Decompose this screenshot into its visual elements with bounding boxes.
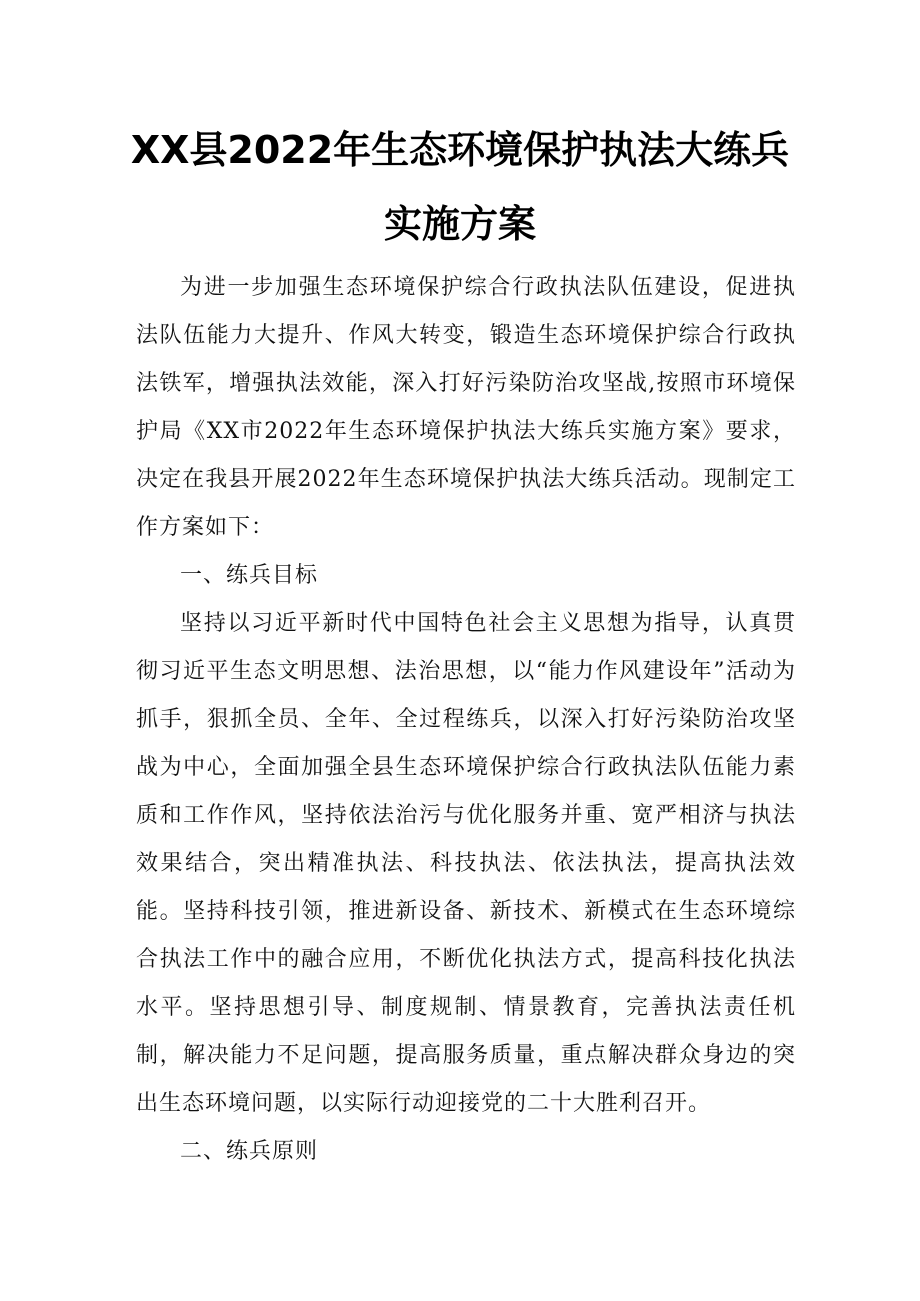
intro-paragraph: 为进一步加强生态环境保护综合行政执法队伍建设，促进执法队伍能力大提升、作风大转变，锻造生态环境保护综合行政执法铁军，增强执法效能，深入打好污染防治攻坚战,按照市环境保护局《XX市2022年生态环境保护执法大练兵实施方案》要求，决定在我县开展2022年生态环境保护执法大练兵活动。现制定工作方案如下： <box>136 275 796 540</box>
section-heading-goals: 一、练兵目标 <box>180 563 319 588</box>
section-heading-principles: 二、练兵原则 <box>180 1139 319 1164</box>
goals-paragraph: 坚持以习近平新时代中国特色社会主义思想为指导，认真贯彻习近平生态文明思想、法治思想，以“能力作风建设年”活动为抓手，狠抓全员、全年、全过程练兵，以深入打好污染防治攻坚战为中心，全面加强全县生态环境保护综合行政执法队伍能力素质和工作作风，坚持依法治污与优化服务并重、宽严相济与执法效果结合，突出精准执法、科技执法、依法执法，提高执法效能。坚持科技引领，推进新设备、新技术、新模式在生态环境综合执法工作中的融合应用，不断优化执法方式，提高科技化执法水平。坚持思想引导、制度规制、情景教育，完善执法责任机制，解决能力不足问题，提高服务质量，重点解决群众身边的突出生态环境问题，以实际行动迎接党的二十大胜利召开。 <box>136 611 796 1116</box>
document-body <box>136 264 796 1176</box>
document-title-line-1: XX县2022年生态环境保护执法大练兵 <box>130 128 790 172</box>
document-title-line-2: 实施方案 <box>383 202 536 246</box>
